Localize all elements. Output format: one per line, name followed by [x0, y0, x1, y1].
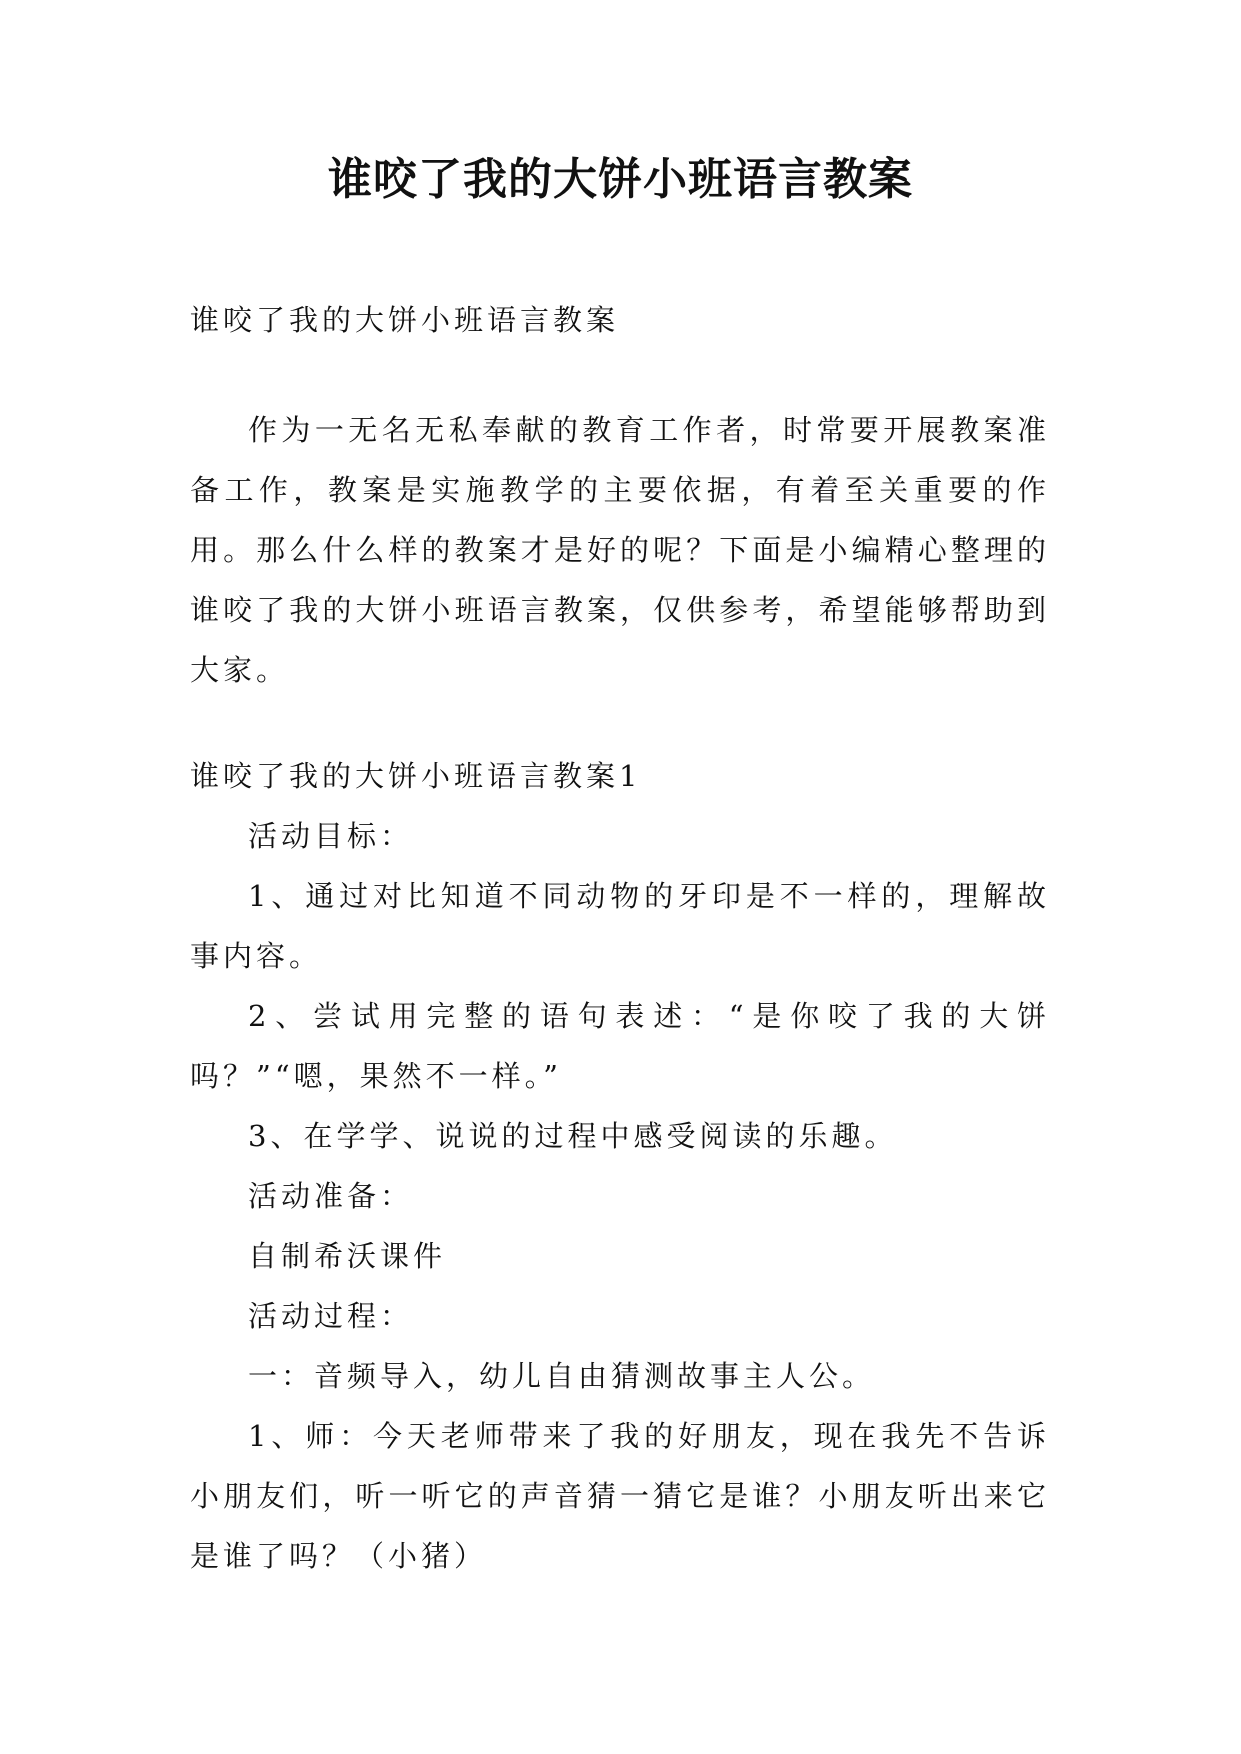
- process-step-one: 一：音频导入，幼儿自由猜测故事主人公。: [248, 1359, 876, 1393]
- document-body: [190, 290, 1050, 1586]
- prep-label: 活动准备：: [248, 1179, 414, 1213]
- goals-label: 活动目标：: [248, 819, 414, 853]
- intro-paragraph: 作为一无名无私奉献的教育工作者，时常要开展教案准备工作，教案是实施教学的主要依据，有着至关重要的作用。那么什么样的教案才是好的呢？下面是小编精心整理的谁咬了我的大饼小班语言教案，仅供参考，希望能够帮助到大家。: [190, 413, 1050, 687]
- goal-item-3: 3、在学学、说说的过程中感受阅读的乐趣。: [248, 1119, 898, 1153]
- goal-item-2: 2、尝试用完整的语句表述：“是你咬了我的大饼吗？”“嗯，果然不一样。”: [190, 999, 1050, 1093]
- process-step-one-item-1: 1、师：今天老师带来了我的好朋友，现在我先不告诉小朋友们，听一听它的声音猜一猜它是谁？小朋友听出来它是谁了吗？（小猪）: [190, 1419, 1050, 1573]
- document-title: 谁咬了我的大饼小班语言教案: [328, 154, 913, 205]
- section-heading: 谁咬了我的大饼小班语言教案1: [190, 759, 642, 793]
- document-subtitle: 谁咬了我的大饼小班语言教案: [190, 303, 620, 337]
- prep-item: 自制希沃课件: [248, 1239, 447, 1273]
- process-label: 活动过程：: [248, 1299, 414, 1333]
- goal-item-1: 1、通过对比知道不同动物的牙印是不一样的，理解故事内容。: [190, 879, 1050, 973]
